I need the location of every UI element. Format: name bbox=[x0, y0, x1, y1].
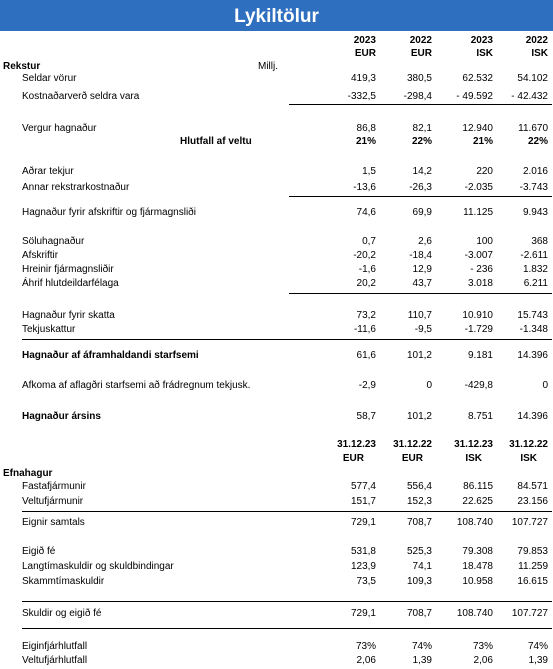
row-label: Skammtímaskuldir bbox=[22, 576, 105, 587]
cell: 73,2 bbox=[356, 310, 376, 321]
cell: 74% bbox=[411, 641, 432, 652]
currency-header-row bbox=[0, 47, 553, 60]
currency-header-row bbox=[0, 452, 553, 465]
row-label: Hagnaður fyrir skatta bbox=[22, 310, 115, 321]
table-row bbox=[0, 323, 553, 336]
cell: 9.181 bbox=[467, 350, 493, 361]
header-date: 31.12.23 bbox=[454, 439, 493, 450]
cell: 708,7 bbox=[406, 517, 432, 528]
header-currency: ISK bbox=[465, 453, 482, 464]
cell: 22% bbox=[527, 136, 548, 147]
row-label: Veltufjármunir bbox=[22, 496, 84, 507]
row-label: Afkoma af aflagðri starfsemi að frádregnum tekjusk. bbox=[22, 380, 251, 391]
table-row bbox=[0, 379, 553, 392]
divider bbox=[22, 339, 552, 340]
section-efnahagur bbox=[0, 467, 553, 480]
cell: 11.670 bbox=[518, 123, 548, 134]
cell: -3.743 bbox=[519, 182, 548, 193]
cell: -1.348 bbox=[519, 324, 548, 335]
cell: 107.727 bbox=[511, 608, 548, 619]
cell: - 42.432 bbox=[511, 91, 548, 102]
cell: 84.571 bbox=[517, 481, 548, 492]
cell: 14.396 bbox=[517, 350, 548, 361]
row-label: Langtímaskuldir og skuldbindingar bbox=[22, 561, 174, 572]
cell: 79.308 bbox=[462, 546, 493, 557]
cell: 151,7 bbox=[350, 496, 376, 507]
table-row bbox=[0, 135, 553, 148]
cell: -332,5 bbox=[347, 91, 376, 102]
table-row bbox=[0, 309, 553, 322]
cell: 556,4 bbox=[406, 481, 432, 492]
table-row bbox=[0, 480, 553, 493]
row-label: Eignir samtals bbox=[22, 517, 85, 528]
year-header-row bbox=[0, 34, 553, 47]
divider bbox=[289, 104, 552, 105]
cell: 62.532 bbox=[462, 73, 493, 84]
cell: -11,6 bbox=[353, 324, 376, 335]
header-year: 2022 bbox=[409, 35, 432, 46]
cell: 10.958 bbox=[462, 576, 493, 587]
row-label: Tekjuskattur bbox=[22, 324, 76, 335]
cell: 108.740 bbox=[456, 517, 493, 528]
cell: 74,1 bbox=[412, 561, 432, 572]
cell: - 236 bbox=[470, 264, 493, 275]
cell: -13,6 bbox=[353, 182, 376, 193]
table-row bbox=[0, 654, 553, 667]
cell: 2,06 bbox=[473, 655, 493, 666]
cell: 23.156 bbox=[517, 496, 548, 507]
row-label: Annar rekstrarkostnaður bbox=[22, 182, 130, 193]
row-label: Afskriftir bbox=[22, 250, 59, 261]
table-row bbox=[0, 410, 553, 423]
cell: 82,1 bbox=[412, 123, 432, 134]
table-row bbox=[0, 72, 553, 85]
cell: 101,2 bbox=[406, 350, 432, 361]
cell: 100 bbox=[476, 236, 493, 247]
header-date: 31.12.22 bbox=[509, 439, 548, 450]
cell: 86.115 bbox=[463, 481, 493, 492]
row-label: Hagnaður fyrir afskriftir og fjármagnsliði bbox=[22, 207, 196, 218]
cell: 110,7 bbox=[407, 310, 432, 321]
header-date: 31.12.22 bbox=[393, 439, 432, 450]
table-row bbox=[0, 640, 553, 653]
cell: -26,3 bbox=[409, 182, 432, 193]
cell: -2,9 bbox=[358, 380, 376, 391]
header-currency: ISK bbox=[476, 48, 493, 59]
cell: 74,6 bbox=[356, 207, 376, 218]
cell: 0,7 bbox=[362, 236, 376, 247]
cell: 12,9 bbox=[412, 264, 432, 275]
row-label: Hagnaður ársins bbox=[22, 411, 101, 422]
table-row bbox=[0, 349, 553, 362]
row-label: Hlutfall af veltu bbox=[180, 136, 252, 147]
cell: -2.611 bbox=[520, 250, 548, 261]
cell: -1,6 bbox=[358, 264, 376, 275]
row-label: Seldar vörur bbox=[22, 73, 77, 84]
cell: 11.125 bbox=[463, 207, 493, 218]
cell: 109,3 bbox=[406, 576, 432, 587]
header-date: 31.12.23 bbox=[337, 439, 376, 450]
cell: 8.751 bbox=[467, 411, 493, 422]
header-currency: ISK bbox=[531, 48, 548, 59]
cell: -18,4 bbox=[409, 250, 432, 261]
divider bbox=[22, 601, 552, 602]
cell: 1,39 bbox=[528, 655, 548, 666]
cell: 220 bbox=[476, 166, 493, 177]
cell: - 49.592 bbox=[456, 91, 493, 102]
row-label: Áhrif hlutdeildarfélaga bbox=[22, 278, 119, 289]
table-row bbox=[0, 263, 553, 276]
header-year: 2022 bbox=[525, 35, 548, 46]
divider bbox=[289, 196, 552, 197]
cell: 73% bbox=[472, 641, 493, 652]
cell: -3.007 bbox=[464, 250, 493, 261]
row-label: Eigið fé bbox=[22, 546, 56, 557]
section-title: Efnahagur bbox=[3, 468, 53, 479]
table-row bbox=[0, 235, 553, 248]
cell: 11.259 bbox=[518, 561, 548, 572]
cell: 18.478 bbox=[462, 561, 493, 572]
row-label: Skuldir og eigið fé bbox=[22, 608, 102, 619]
cell: 73% bbox=[355, 641, 376, 652]
cell: 1,5 bbox=[362, 166, 376, 177]
cell: 2,6 bbox=[418, 236, 432, 247]
cell: 54.102 bbox=[517, 73, 548, 84]
cell: 577,4 bbox=[350, 481, 376, 492]
cell: 21% bbox=[355, 136, 376, 147]
table-row bbox=[0, 122, 553, 135]
cell: 69,9 bbox=[412, 207, 432, 218]
section-title: Rekstur bbox=[3, 61, 41, 72]
table-row bbox=[0, 165, 553, 178]
cell: 20,2 bbox=[356, 278, 376, 289]
row-label: Fastafjármunir bbox=[22, 481, 86, 492]
cell: 15.743 bbox=[517, 310, 548, 321]
cell: 729,1 bbox=[350, 517, 376, 528]
cell: 101,2 bbox=[406, 411, 432, 422]
cell: 531,8 bbox=[350, 546, 376, 557]
cell: 107.727 bbox=[511, 517, 548, 528]
cell: 708,7 bbox=[406, 608, 432, 619]
cell: 368 bbox=[531, 236, 548, 247]
cell: -9,5 bbox=[414, 324, 432, 335]
header-currency: EUR bbox=[354, 48, 376, 59]
cell: 10.910 bbox=[462, 310, 493, 321]
cell: 0 bbox=[542, 380, 548, 391]
cell: 73,5 bbox=[356, 576, 376, 587]
divider bbox=[289, 293, 552, 294]
unit-label: Millj. bbox=[258, 61, 278, 72]
cell: 79.853 bbox=[517, 546, 548, 557]
table-row bbox=[0, 181, 553, 194]
cell: 14,2 bbox=[412, 166, 432, 177]
table-row bbox=[0, 495, 553, 508]
cell: 0 bbox=[426, 380, 432, 391]
cell: 22% bbox=[411, 136, 432, 147]
header-currency: ISK bbox=[520, 453, 537, 464]
row-label: Vergur hagnaður bbox=[22, 123, 97, 134]
title-banner: Lykiltölur bbox=[0, 0, 553, 31]
cell: 43,7 bbox=[412, 278, 432, 289]
cell: 12.940 bbox=[462, 123, 493, 134]
cell: 22.625 bbox=[462, 496, 493, 507]
cell: -429,8 bbox=[464, 380, 493, 391]
header-currency: EUR bbox=[342, 453, 364, 464]
cell: 61,6 bbox=[356, 350, 376, 361]
date-header-row bbox=[0, 438, 553, 451]
cell: -2.035 bbox=[464, 182, 493, 193]
cell: 86,8 bbox=[356, 123, 376, 134]
cell: 14.396 bbox=[517, 411, 548, 422]
cell: 123,9 bbox=[350, 561, 376, 572]
cell: 16.615 bbox=[517, 576, 548, 587]
cell: 525,3 bbox=[406, 546, 432, 557]
table-row bbox=[0, 560, 553, 573]
table-row bbox=[0, 90, 553, 103]
cell: -1.729 bbox=[464, 324, 493, 335]
table-row bbox=[0, 277, 553, 290]
row-label: Kostnaðarverð seldra vara bbox=[22, 91, 140, 102]
cell: 380,5 bbox=[406, 73, 432, 84]
cell: 1,39 bbox=[412, 655, 432, 666]
divider bbox=[22, 628, 552, 629]
cell: 74% bbox=[527, 641, 548, 652]
table-row bbox=[0, 545, 553, 558]
cell: 3.018 bbox=[467, 278, 493, 289]
cell: -298,4 bbox=[403, 91, 432, 102]
cell: 9.943 bbox=[522, 207, 548, 218]
header-currency: EUR bbox=[410, 48, 432, 59]
cell: 108.740 bbox=[456, 608, 493, 619]
row-label: Söluhagnaður bbox=[22, 236, 85, 247]
row-label: Hagnaður af áframhaldandi starfsemi bbox=[22, 350, 199, 361]
divider bbox=[22, 511, 552, 512]
cell: 58,7 bbox=[356, 411, 376, 422]
table-row bbox=[0, 575, 553, 588]
cell: 729,1 bbox=[350, 608, 376, 619]
row-label: Aðrar tekjur bbox=[22, 166, 74, 177]
table-row bbox=[0, 516, 553, 529]
cell: 2.016 bbox=[522, 166, 548, 177]
header-year: 2023 bbox=[470, 35, 493, 46]
table-row bbox=[0, 607, 553, 620]
row-label: Hreinir fjármagnsliðir bbox=[22, 264, 114, 275]
cell: 6.211 bbox=[523, 278, 548, 289]
cell: 419,3 bbox=[350, 73, 376, 84]
cell: 152,3 bbox=[406, 496, 432, 507]
row-label: Eiginfjárhlutfall bbox=[22, 641, 88, 652]
header-currency: EUR bbox=[401, 453, 423, 464]
row-label: Veltufjárhlutfall bbox=[22, 655, 88, 666]
table-row bbox=[0, 206, 553, 219]
header-year: 2023 bbox=[353, 35, 376, 46]
table-row bbox=[0, 249, 553, 262]
cell: -20,2 bbox=[353, 250, 376, 261]
cell: 1.832 bbox=[522, 264, 548, 275]
cell: 21% bbox=[472, 136, 493, 147]
cell: 2,06 bbox=[356, 655, 376, 666]
